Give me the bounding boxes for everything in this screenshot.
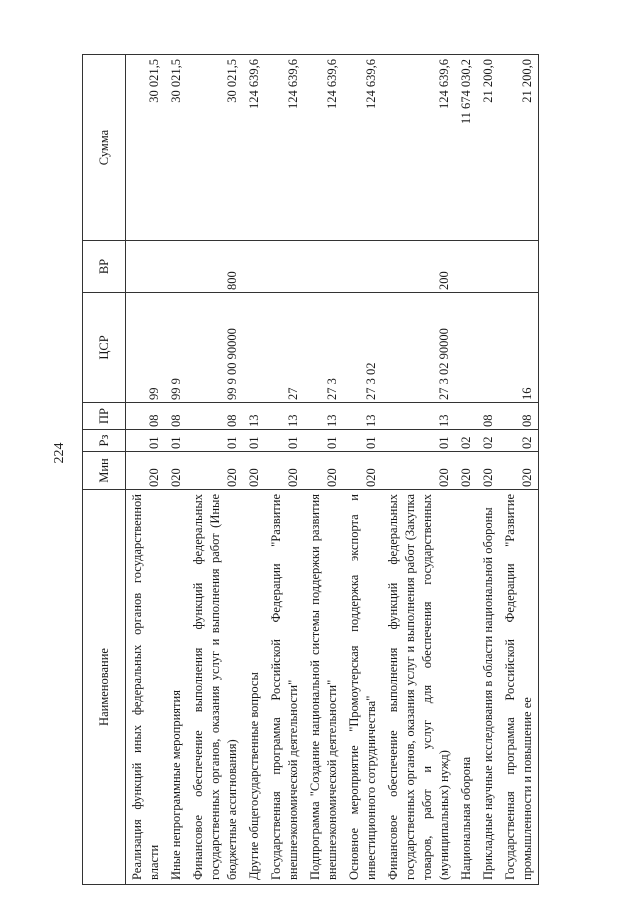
- cell-min: 020: [477, 452, 499, 490]
- cell-sum: 30 021,5: [126, 55, 166, 241]
- cell-pr: [455, 403, 477, 430]
- table-row: [243, 55, 265, 885]
- cell-sum: 21 200,0: [477, 55, 499, 241]
- cell-rz: 01: [343, 430, 382, 452]
- cell-vr: [265, 241, 304, 293]
- cell-vr: [126, 241, 166, 293]
- cell-sum: 30 021,5: [187, 55, 243, 241]
- cell-vr: [343, 241, 382, 293]
- cell-min: 020: [126, 452, 166, 490]
- cell-name: Прикладные научные исследования в области национальной обороны: [477, 490, 499, 885]
- table-row: [265, 55, 304, 885]
- cell-sum: 124 639,6: [265, 55, 304, 241]
- cell-csr: 16: [499, 293, 539, 403]
- cell-min: 020: [382, 452, 455, 490]
- cell-min: 020: [304, 452, 343, 490]
- cell-pr: 08: [187, 403, 243, 430]
- cell-csr: 99 9 00 90000: [187, 293, 243, 403]
- cell-rz: 01: [265, 430, 304, 452]
- header-min: Мин: [83, 452, 126, 490]
- cell-min: 020: [187, 452, 243, 490]
- cell-rz: 02: [477, 430, 499, 452]
- cell-name: Государственная программа Российской Федерации "Развитие внешнеэкономической деятельности": [265, 490, 304, 885]
- cell-vr: 800: [187, 241, 243, 293]
- cell-rz: 01: [382, 430, 455, 452]
- rotated-table-container: [82, 55, 602, 885]
- cell-name: Реализация функций иных федеральных органов государственной власти: [126, 490, 166, 885]
- cell-name: Другие общегосударственные вопросы: [243, 490, 265, 885]
- table-row: [343, 55, 382, 885]
- cell-sum: 30 021,5: [165, 55, 187, 241]
- cell-pr: 13: [265, 403, 304, 430]
- cell-min: 020: [265, 452, 304, 490]
- cell-sum: 11 674 030,2: [455, 55, 477, 241]
- cell-pr: 13: [304, 403, 343, 430]
- table-row: [187, 55, 243, 885]
- header-rz: Рз: [83, 430, 126, 452]
- cell-vr: [165, 241, 187, 293]
- cell-name: Основное мероприятие "Промоутерская поддержка экспорта и инвестиционного сотрудничества": [343, 490, 382, 885]
- cell-pr: 08: [126, 403, 166, 430]
- header-vr: ВР: [83, 241, 126, 293]
- cell-csr: 27 3: [304, 293, 343, 403]
- cell-rz: 01: [126, 430, 166, 452]
- cell-pr: 13: [382, 403, 455, 430]
- cell-name: Финансовое обеспечение выполнения функций федеральных государственных органов, оказания услуг и выполнения работ (Закупка товаров, работ и услуг для обеспечения государственных (муниципальных) нужд): [382, 490, 455, 885]
- cell-csr: 27 3 02 90000: [382, 293, 455, 403]
- cell-name: Государственная программа Российской Федерации "Развитие промышленности и повышение ее: [499, 490, 539, 885]
- budget-table: [82, 54, 539, 885]
- cell-name: Финансовое обеспечение выполнения функций федеральных государственных органов, оказания услуг и выполнения работ (Иные бюджетные ассигнования): [187, 490, 243, 885]
- cell-csr: 27 3 02: [343, 293, 382, 403]
- cell-vr: 200: [382, 241, 455, 293]
- cell-vr: [455, 241, 477, 293]
- cell-vr: [304, 241, 343, 293]
- cell-pr: 13: [243, 403, 265, 430]
- table-row: [455, 55, 477, 885]
- cell-csr: [455, 293, 477, 403]
- cell-csr: 27: [265, 293, 304, 403]
- cell-min: 020: [455, 452, 477, 490]
- cell-pr: 08: [477, 403, 499, 430]
- cell-min: 020: [499, 452, 539, 490]
- table-row: [126, 55, 166, 885]
- table-row: [382, 55, 455, 885]
- cell-rz: 01: [187, 430, 243, 452]
- cell-name: Иные непрограммные мероприятия: [165, 490, 187, 885]
- cell-sum: 124 639,6: [304, 55, 343, 241]
- cell-rz: 02: [455, 430, 477, 452]
- cell-min: 020: [343, 452, 382, 490]
- cell-pr: 13: [343, 403, 382, 430]
- cell-csr: [477, 293, 499, 403]
- page-number: 224: [52, 442, 67, 464]
- header-name: Наименование: [83, 490, 126, 885]
- header-csr: ЦСР: [83, 293, 126, 403]
- cell-vr: [243, 241, 265, 293]
- table-row: [304, 55, 343, 885]
- cell-sum: 124 639,6: [243, 55, 265, 241]
- table-row: [165, 55, 187, 885]
- cell-name: Подпрограмма "Создание национальной системы поддержки развития внешнеэкономической деятельности": [304, 490, 343, 885]
- table-header-row: [83, 55, 126, 885]
- cell-rz: 01: [243, 430, 265, 452]
- cell-pr: 08: [499, 403, 539, 430]
- cell-csr: [243, 293, 265, 403]
- cell-rz: 01: [165, 430, 187, 452]
- cell-csr: 99 9: [165, 293, 187, 403]
- cell-csr: 99: [126, 293, 166, 403]
- cell-min: 020: [243, 452, 265, 490]
- cell-sum: 124 639,6: [382, 55, 455, 241]
- cell-sum: 124 639,6: [343, 55, 382, 241]
- cell-pr: 08: [165, 403, 187, 430]
- header-pr: ПР: [83, 403, 126, 430]
- cell-rz: 02: [499, 430, 539, 452]
- header-sum: Сумма: [83, 55, 126, 241]
- cell-name: Национальная оборона: [455, 490, 477, 885]
- cell-rz: 01: [304, 430, 343, 452]
- cell-min: 020: [165, 452, 187, 490]
- cell-vr: [477, 241, 499, 293]
- table-row: [477, 55, 499, 885]
- cell-sum: 21 200,0: [499, 55, 539, 241]
- cell-vr: [499, 241, 539, 293]
- table-row: [499, 55, 539, 885]
